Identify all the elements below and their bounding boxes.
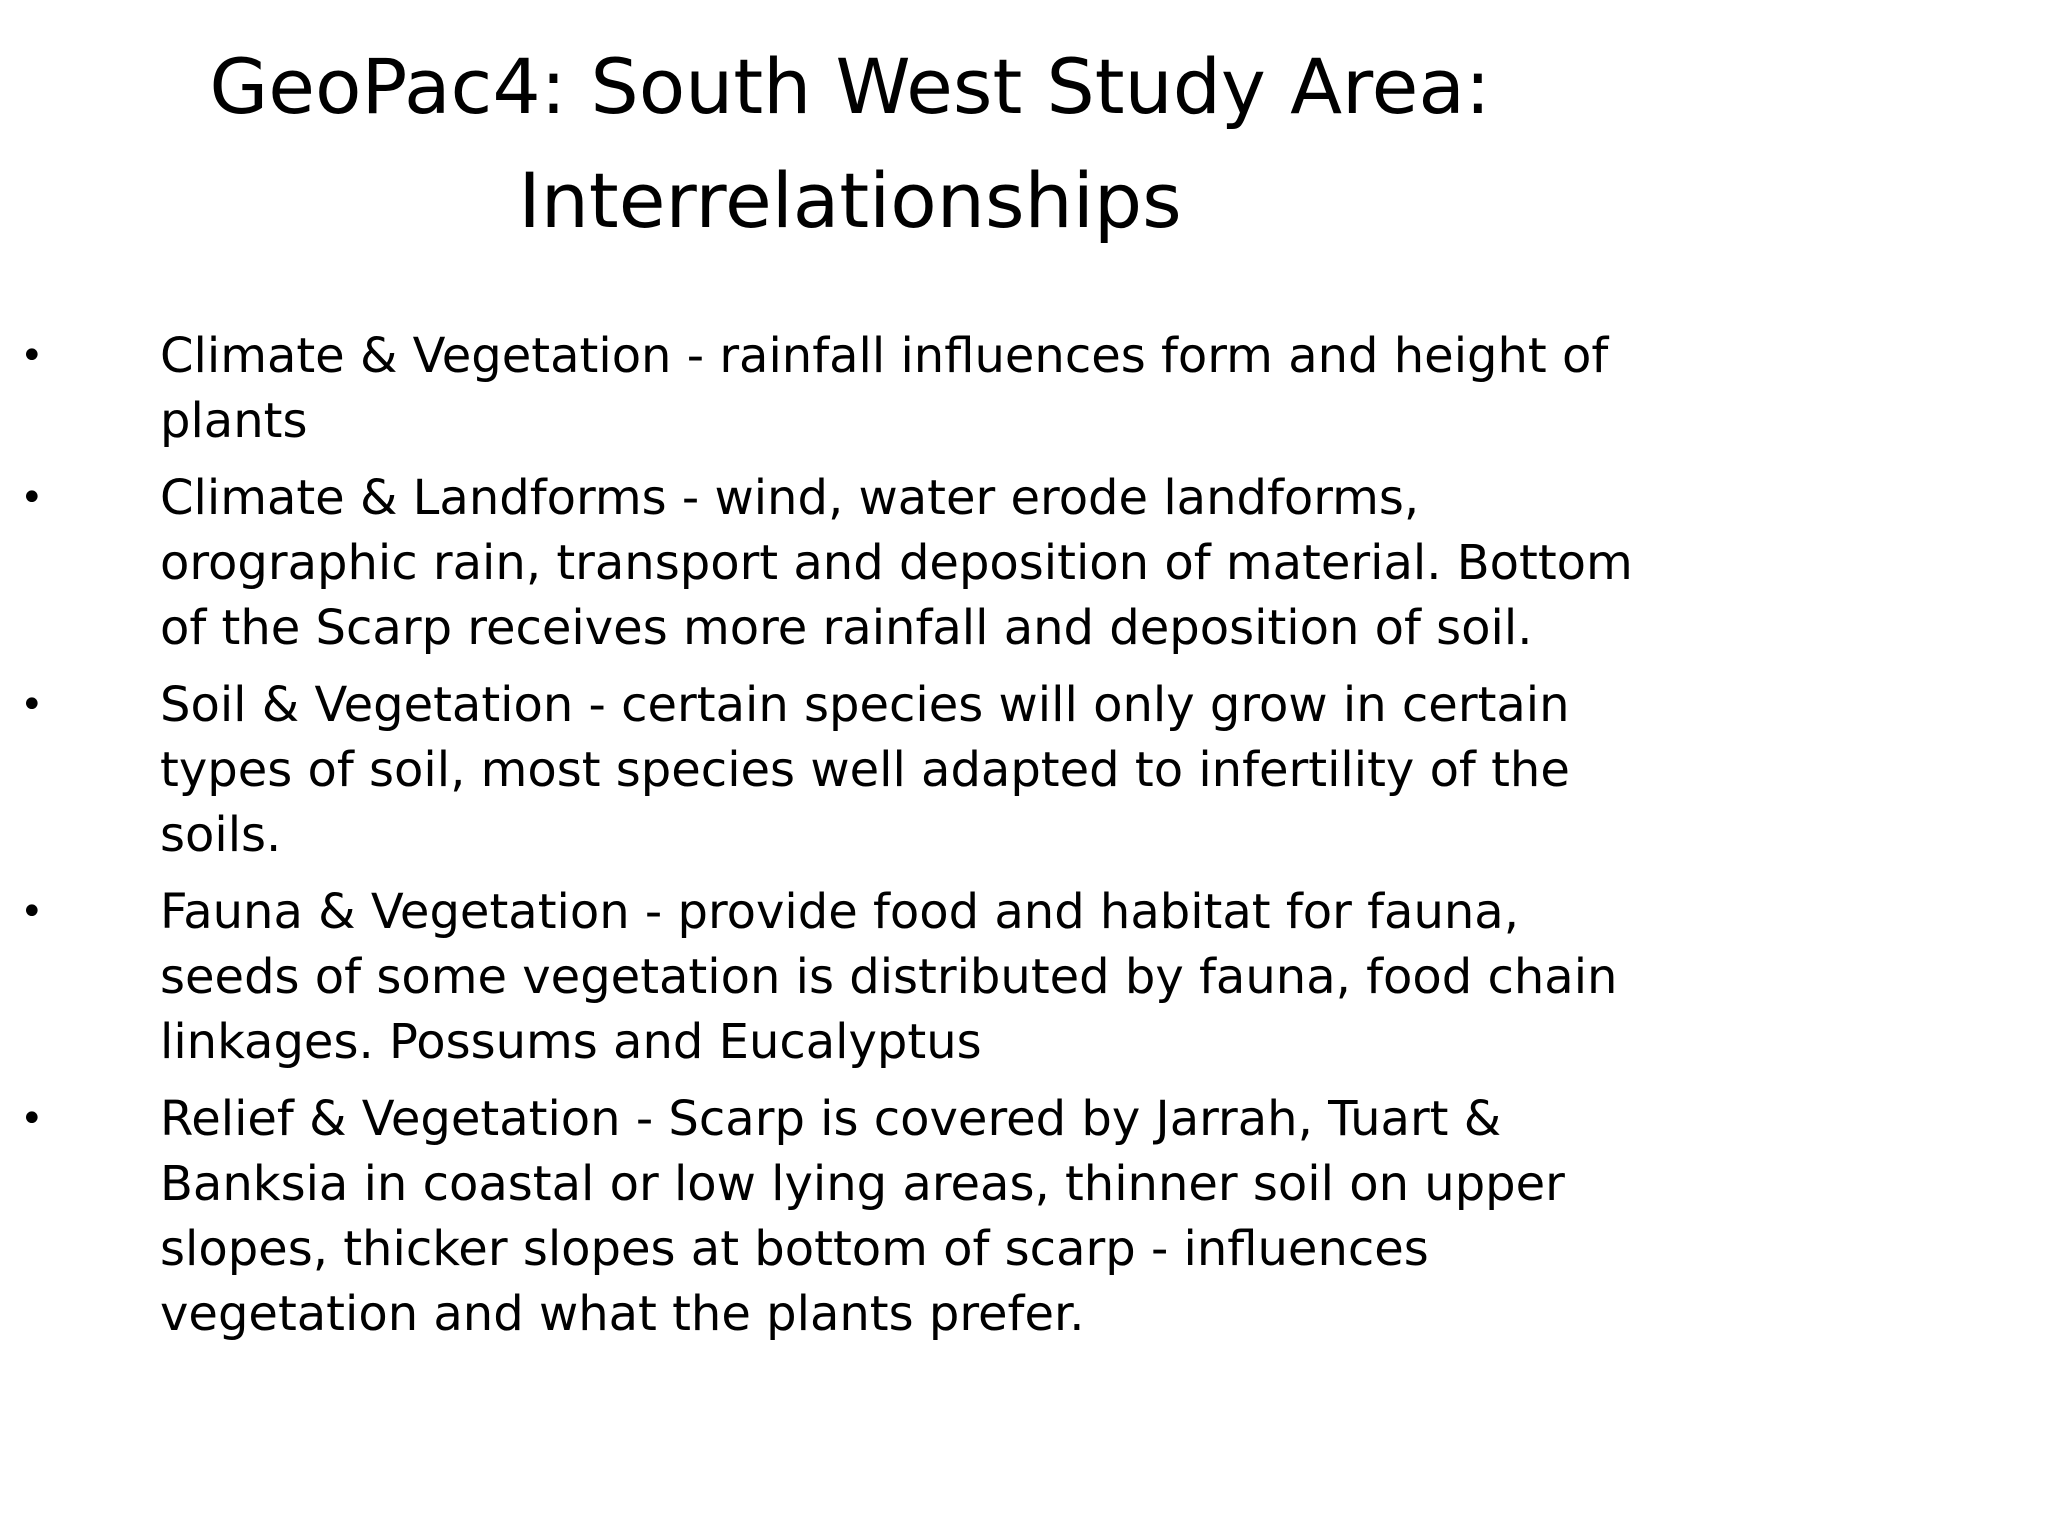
bullet-dot-icon: • bbox=[20, 1096, 44, 1142]
bullet-text: Fauna & Vegetation - provide food and habitat for fauna, seeds of some vegetation is distributed by fauna, food chain linkages. Possums and Eucalyptus bbox=[160, 884, 1618, 1070]
bullet-dot-icon: • bbox=[20, 889, 44, 935]
bullet-climate-vegetation bbox=[0, 324, 1700, 454]
slide-title bbox=[0, 30, 1700, 258]
bullet-soil-vegetation bbox=[0, 673, 1700, 868]
title-line-2: Interrelationships bbox=[518, 156, 1182, 245]
bullet-relief-vegetation bbox=[0, 1087, 1700, 1347]
bullet-dot-icon: • bbox=[20, 333, 44, 379]
bullet-dot-icon: • bbox=[20, 475, 44, 521]
bullet-text: Climate & Vegetation - rainfall influences form and height of plants bbox=[160, 328, 1609, 449]
title-line-1: GeoPac4: South West Study Area: bbox=[209, 42, 1491, 131]
bullet-dot-icon: • bbox=[20, 682, 44, 728]
bullet-text: Climate & Landforms - wind, water erode landforms, orographic rain, transport and deposition of material. Bottom of the Scarp receives more rainfall and deposition of soil. bbox=[160, 470, 1633, 656]
bullet-text: Relief & Vegetation - Scarp is covered by Jarrah, Tuart & Banksia in coastal or low lying areas, thinner soil on upper slopes, thicker slopes at bottom of scarp - influences vegetation and what the plants prefer. bbox=[160, 1091, 1565, 1342]
bullet-fauna-vegetation bbox=[0, 880, 1700, 1075]
bullet-text: Soil & Vegetation - certain species will only grow in certain types of soil, most species well adapted to infertility of the soils. bbox=[160, 677, 1570, 863]
bullet-climate-landforms bbox=[0, 466, 1700, 661]
bullet-list bbox=[0, 324, 1700, 1359]
